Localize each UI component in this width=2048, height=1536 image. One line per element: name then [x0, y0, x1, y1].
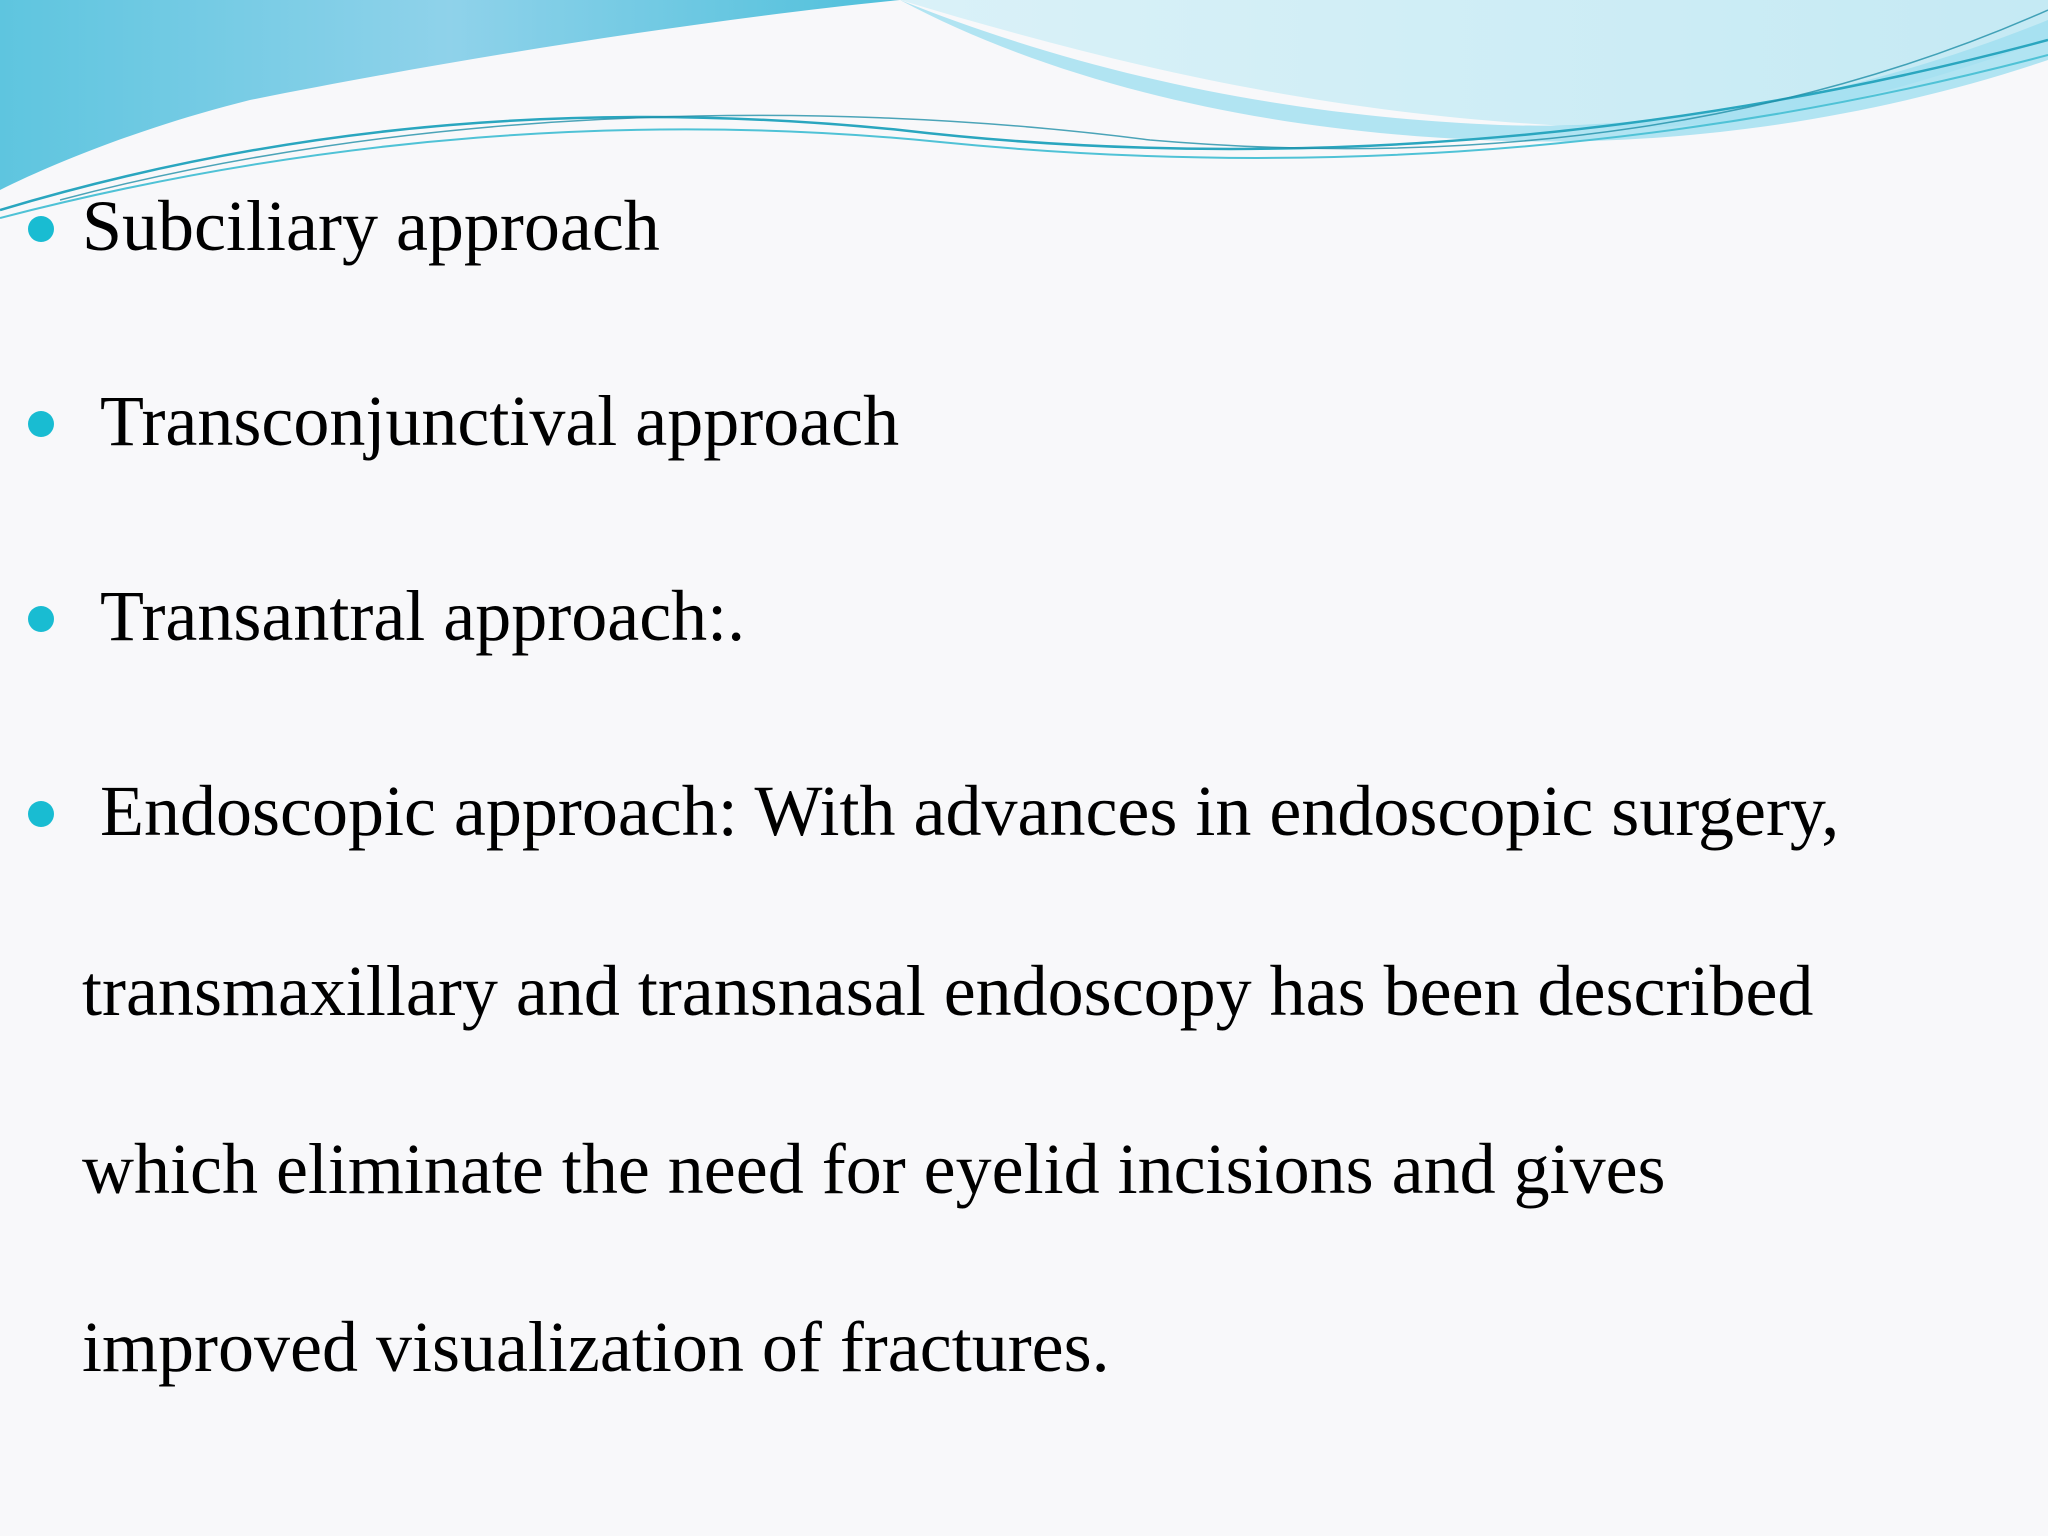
bullet-text: Subciliary approach	[82, 186, 660, 266]
bullet-continuation-line: improved visualization of fractures.	[82, 1307, 1110, 1387]
bullet-text: Endoscopic approach: With advances in endoscopic surgery,	[100, 771, 1840, 851]
bullet-dot-icon	[28, 411, 54, 437]
bullet-dot-icon	[28, 801, 54, 827]
bullet-dot-icon	[28, 216, 54, 242]
bullet-text: Transconjunctival approach	[100, 381, 900, 461]
bullet-dot-icon	[28, 606, 54, 632]
bullet-continuation-line: which eliminate the need for eyelid incisions and gives	[82, 1129, 1666, 1209]
bullet-text: Transantral approach:.	[100, 576, 746, 656]
bullet-continuation-line: transmaxillary and transnasal endoscopy has been described	[82, 951, 1814, 1031]
